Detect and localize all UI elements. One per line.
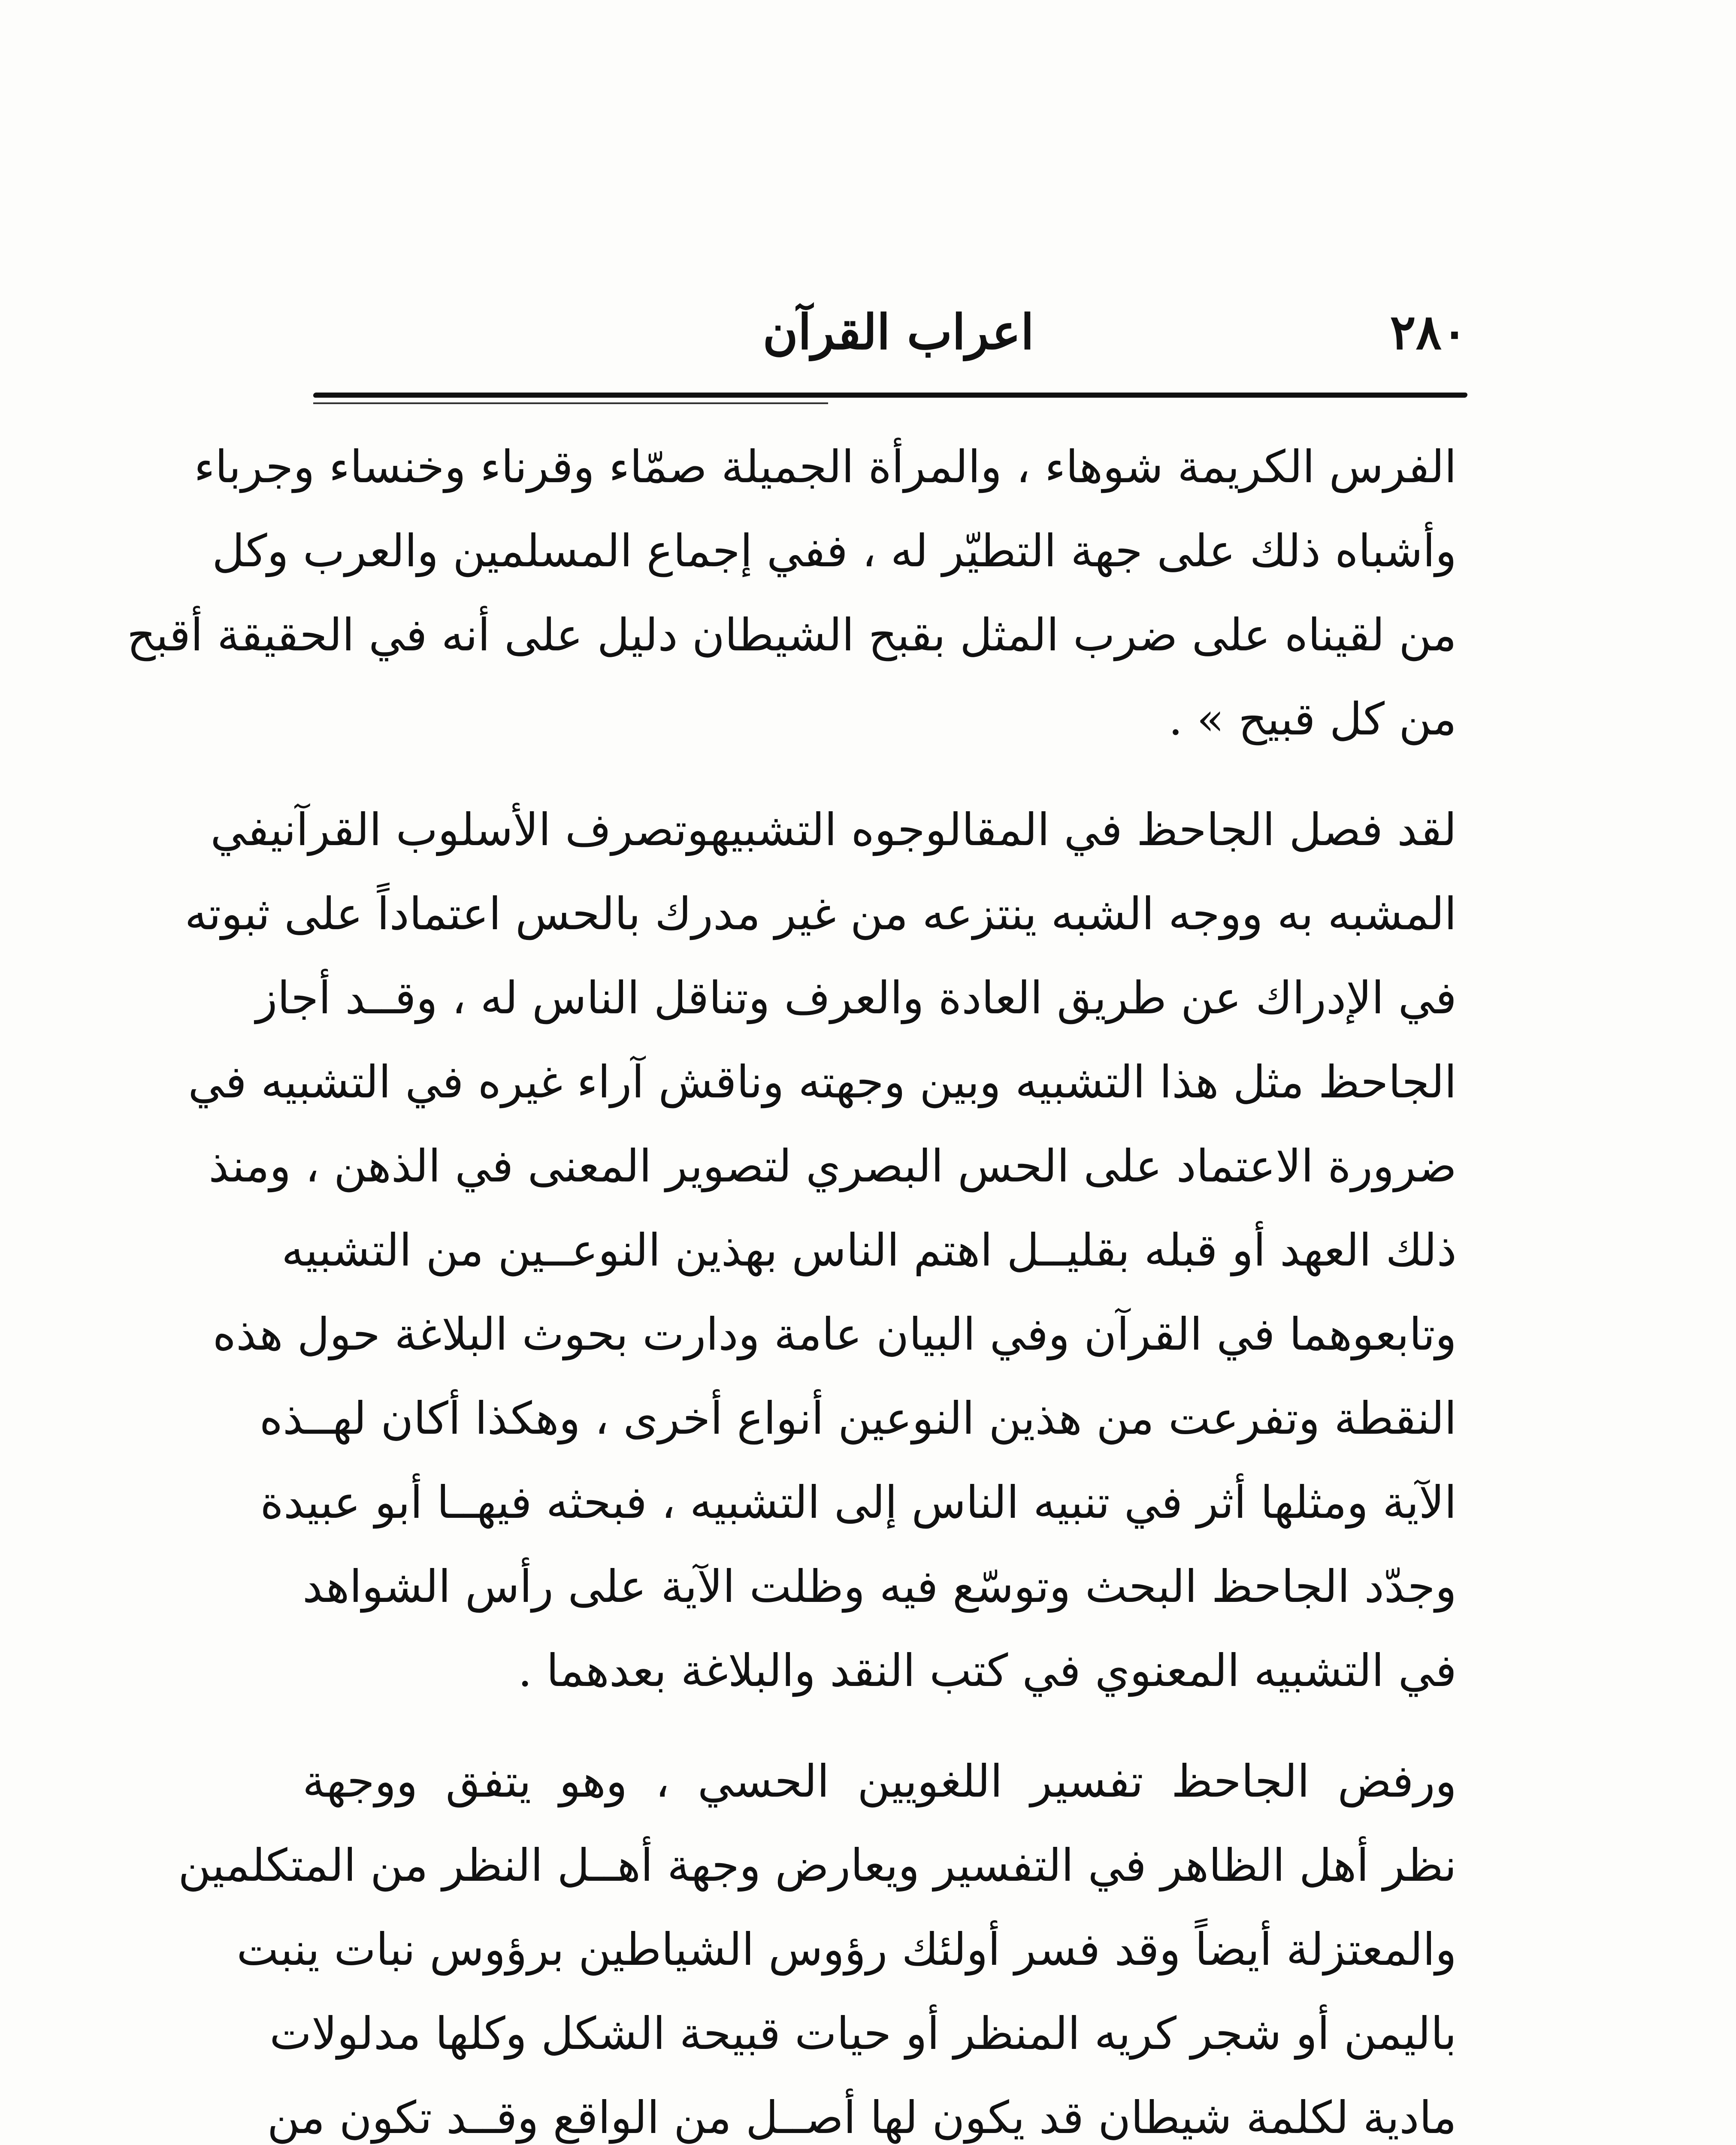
paragraph-2 bbox=[184, 788, 1457, 1713]
text-line: وتابعوهما في القرآن وفي البيان عامة ودارت بحوث البلاغة حول هذه bbox=[212, 1308, 1457, 1360]
paragraph-3 bbox=[178, 1739, 1457, 2145]
text-line: النقطة وتفرعت من هذين النوعين أنواع أخرى ، وهكذا أكان لهــذه bbox=[259, 1392, 1457, 1444]
text-line: باليمن أو شجر كريه المنظر أو حيات قبيحة الشكل وكلها مدلولات bbox=[269, 2007, 1457, 2060]
text-line: الآية ومثلها أثر في تنبيه الناس إلى التشبيه ، فبحثه فيهــا أبو عبيدة bbox=[260, 1476, 1457, 1529]
text-line: وأشباه ذلك على جهة التطيّر له ، ففي إجماع المسلمين والعرب وكل bbox=[212, 525, 1457, 577]
text-line: وجدّد الجاحظ البحث وتوسّع فيه وظلت الآية على رأس الشواهد bbox=[302, 1560, 1457, 1613]
text-line: ورفض الجاحظ تفسير اللغويين الحسي ، وهو يتفق ووجهة bbox=[302, 1755, 1457, 1807]
text-line: في التشبيه المعنوي في كتب النقد والبلاغة بعدهما . bbox=[518, 1644, 1457, 1697]
text-line: الفرس الكريمة شوهاء ، والمرأة الجميلة صمّاء وقرناء وخنساء وجرباء bbox=[194, 441, 1457, 493]
header-rule bbox=[313, 393, 1468, 398]
text-line: ذلك العهد أو قبله بقليــل اهتم الناس بهذين النوعــين من التشبيه bbox=[281, 1224, 1457, 1276]
page-header bbox=[309, 300, 1467, 378]
paragraph-1 bbox=[127, 425, 1457, 761]
running-title: اعراب القرآن bbox=[762, 304, 1034, 360]
text-line: من كل قبيح » . bbox=[1168, 693, 1457, 745]
text-line: والمعتزلة أيضاً وقد فسر أولئك رؤوس الشياطين برؤوس نبات ينبت bbox=[236, 1923, 1457, 1976]
text-line: ضرورة الاعتماد على الحس البصري لتصوير المعنى في الذهن ، ومنذ bbox=[209, 1140, 1457, 1192]
body-text bbox=[127, 425, 1457, 2145]
text-line: في الإدراك عن طريق العادة والعرف وتناقل الناس له ، وقــد أجاز bbox=[256, 972, 1457, 1024]
text-line: من لقيناه على ضرب المثل بقبح الشيطان دليل على أنه في الحقيقة أقبح bbox=[127, 609, 1457, 661]
text-line: مادية لكلمة شيطان قد يكون لها أصــل من الواقع وقــد تكون من bbox=[267, 2091, 1457, 2144]
page-number: ٢٨٠ bbox=[1390, 304, 1467, 360]
text-line: نظر أهل الظاهر في التفسير ويعارض وجهة أهــل النظر من المتكلمين bbox=[178, 1839, 1457, 1891]
text-line: المشبه به ووجه الشبه ينتزعه من غير مدرك بالحس اعتماداً على ثبوته bbox=[184, 888, 1457, 940]
header-rule-underline bbox=[313, 402, 828, 404]
text-line: الجاحظ مثل هذا التشبيه وبين وجهته وناقش آراء غيره في التشبيه في bbox=[188, 1056, 1457, 1108]
text-line: لقد فصل الجاحظ في المقالوجوه التشبيهوتصرف الأسلوب القرآنيفي bbox=[210, 804, 1457, 856]
